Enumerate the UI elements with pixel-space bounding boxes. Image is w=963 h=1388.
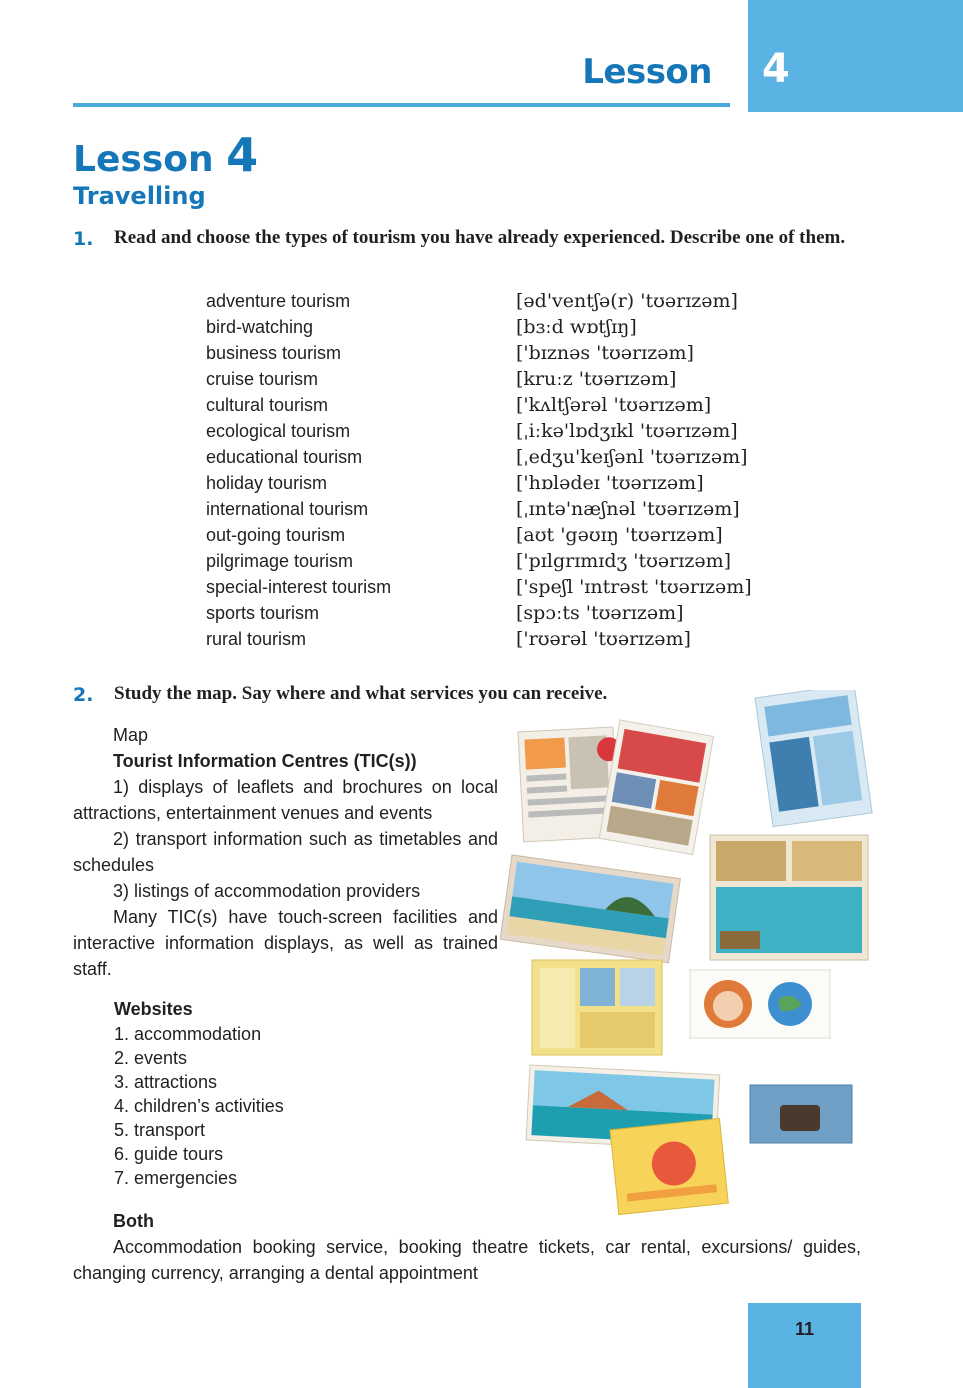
website-item: 4. children’s activities — [114, 1096, 284, 1116]
map-text-block — [73, 722, 498, 982]
lesson-subtitle: Travelling — [73, 182, 206, 210]
exercise2-instruction: Study the map. Say where and what services you can receive. — [114, 683, 608, 704]
tourism-type: ecological tourism — [206, 421, 351, 441]
tourism-type: holiday tourism — [206, 473, 328, 493]
tourism-pronunciation: ['hɒlədeɪ 'tʊərɪzəm] — [516, 472, 704, 494]
tourism-pronunciation: [ˌɪntə'næʃnəl 'tʊərɪzəm] — [516, 498, 740, 520]
tourism-type: adventure tourism — [206, 291, 351, 311]
header-tab — [748, 0, 963, 112]
website-item: 3. attractions — [114, 1072, 218, 1092]
brochures-collage-image — [500, 690, 880, 1230]
tourism-type: educational tourism — [206, 447, 363, 467]
tourism-pronunciation: [ˌedʒu'keɪʃənl 'tʊərɪzəm] — [516, 446, 748, 468]
website-item: 6. guide tours — [114, 1144, 224, 1164]
tic-paragraph: Many TIC(s) have touch-screen facilities and interactive information displays, as well as trained staff. — [73, 907, 498, 979]
tourism-type: bird-watching — [206, 317, 314, 337]
tourism-type: cultural tourism — [206, 395, 329, 415]
tourism-pronunciation: ['rʊərəl 'tʊərɪzəm] — [516, 628, 691, 650]
lesson-title — [73, 128, 258, 182]
tourism-pronunciation: [əd'ventʃə(r) 'tʊərɪzəm] — [516, 290, 738, 312]
tic-line-2: 2) transport information such as timetables and schedules — [73, 829, 498, 875]
tourism-pronunciation: ['speʃl 'ɪntrəst 'tʊərɪzəm] — [516, 576, 752, 598]
beach-photo-image — [500, 855, 680, 963]
tourism-pronunciation: ['pɪlgrɪmɪdʒ 'tʊərɪzəm] — [516, 550, 732, 572]
website-item: 7. emergencies — [114, 1168, 238, 1188]
lesson-title-word: Lesson — [73, 139, 214, 180]
tourism-pronunciation: ['bɪznəs 'tʊərɪzəm] — [516, 342, 694, 364]
tourism-pronunciation: [aʊt 'gəʊɪŋ 'tʊərɪzəm] — [516, 524, 723, 546]
lesson-title-number: 4 — [226, 128, 259, 182]
exercise2-number: 2. — [73, 684, 94, 706]
both-text: Accommodation booking service, booking theatre tickets, car rental, excursions/ guides, changing currency, arranging a dental appointment — [73, 1237, 861, 1283]
page-number: 11 — [794, 1319, 815, 1339]
tic-line-3: 3) listings of accommodation providers — [113, 881, 421, 901]
website-item: 5. transport — [114, 1120, 206, 1140]
exercise1-instruction: Read and choose the types of tourism you have already experienced. Describe one of them. — [114, 227, 846, 248]
header-title: Lesson — [582, 52, 712, 92]
websites-heading: Websites — [114, 999, 193, 1019]
pronunciation-list — [516, 288, 752, 652]
tourism-type: out-going tourism — [206, 525, 346, 545]
websites-block — [114, 996, 284, 1190]
tourism-type: cruise tourism — [206, 369, 319, 389]
exercise1-number: 1. — [73, 228, 94, 250]
tourism-type: sports tourism — [206, 603, 320, 623]
tic-line-1: 1) displays of leaflets and brochures on local attractions, entertainment venues and events — [73, 777, 498, 823]
suitcase-photo-image — [750, 1085, 852, 1143]
tourism-type: rural tourism — [206, 629, 307, 649]
tourism-types-list — [206, 288, 391, 652]
tourism-pronunciation: [bɜːd wɒtʃɪŋ] — [516, 316, 637, 338]
tourism-pronunciation: [ˌiːkə'lɒdʒɪkl 'tʊərɪzəm] — [516, 420, 738, 442]
website-item: 1. accommodation — [114, 1024, 262, 1044]
header-lesson-number: 4 — [762, 46, 790, 92]
website-item: 2. events — [114, 1048, 188, 1068]
tic-heading: Tourist Information Centres (TIC(s)) — [113, 751, 417, 771]
tourism-pronunciation: [spɔːts 'tʊərɪzəm] — [516, 602, 684, 624]
tourism-pronunciation: [kruːz 'tʊərɪzəm] — [516, 368, 677, 390]
websites-list — [114, 1022, 284, 1190]
brochure-image — [599, 720, 713, 855]
tourism-type: business tourism — [206, 343, 342, 363]
tourism-type: international tourism — [206, 499, 369, 519]
tourism-type: pilgrimage tourism — [206, 551, 354, 571]
brochure-image — [755, 690, 872, 827]
tourism-type: special-interest tourism — [206, 577, 392, 597]
girl-globe-image — [690, 970, 830, 1038]
leaflet-image — [532, 960, 662, 1055]
both-heading: Both — [113, 1211, 154, 1231]
page-number-box — [748, 1303, 861, 1388]
resort-photo-image — [710, 835, 868, 960]
header-rule — [73, 103, 730, 107]
tourism-pronunciation: ['kʌltʃərəl 'tʊərɪzəm] — [516, 394, 712, 416]
travel-ticket-image — [610, 1119, 728, 1215]
map-label: Map — [113, 725, 149, 745]
